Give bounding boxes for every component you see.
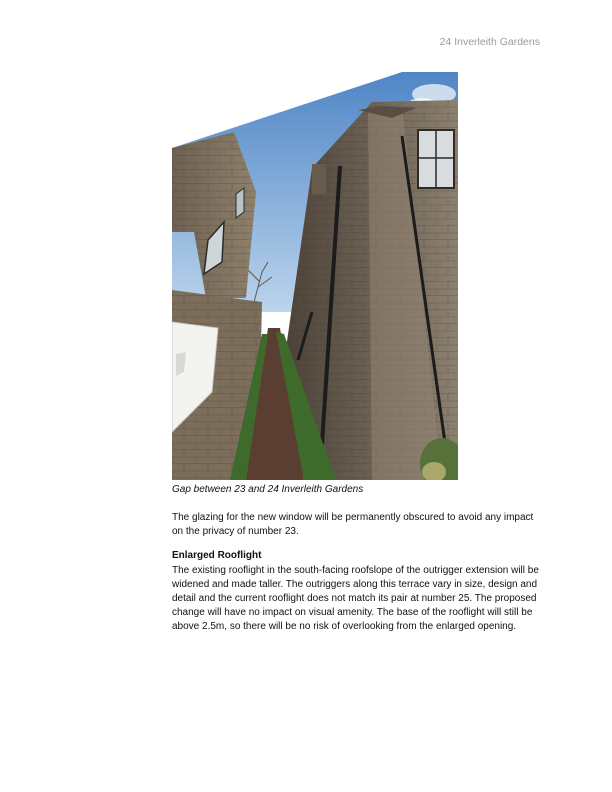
page-header-address: 24 Inverleith Gardens <box>439 36 540 48</box>
upper-window <box>418 130 454 188</box>
left-small-window <box>236 188 244 218</box>
figure-caption: Gap between 23 and 24 Inverleith Gardens <box>172 484 364 495</box>
chimney <box>312 164 326 194</box>
paragraph-rooflight: The existing rooflight in the south-facing roofslope of the outrigger extension will be widened and made taller. The outriggers along this terrace vary in size, design and detail and the current rooflight does not match its pair at number 25. The proposed change will have no impact on visual amenity. The base of the rooflight will still be above 2.5m, so there will be no risk of overlooking from the enlarged opening. <box>172 565 539 632</box>
alley-photo <box>172 72 458 480</box>
paragraph-privacy: The glazing for the new window will be permanently obscured to avoid any impact on the privacy of number 23. <box>172 512 534 537</box>
section-heading: Enlarged Rooflight <box>172 550 262 561</box>
